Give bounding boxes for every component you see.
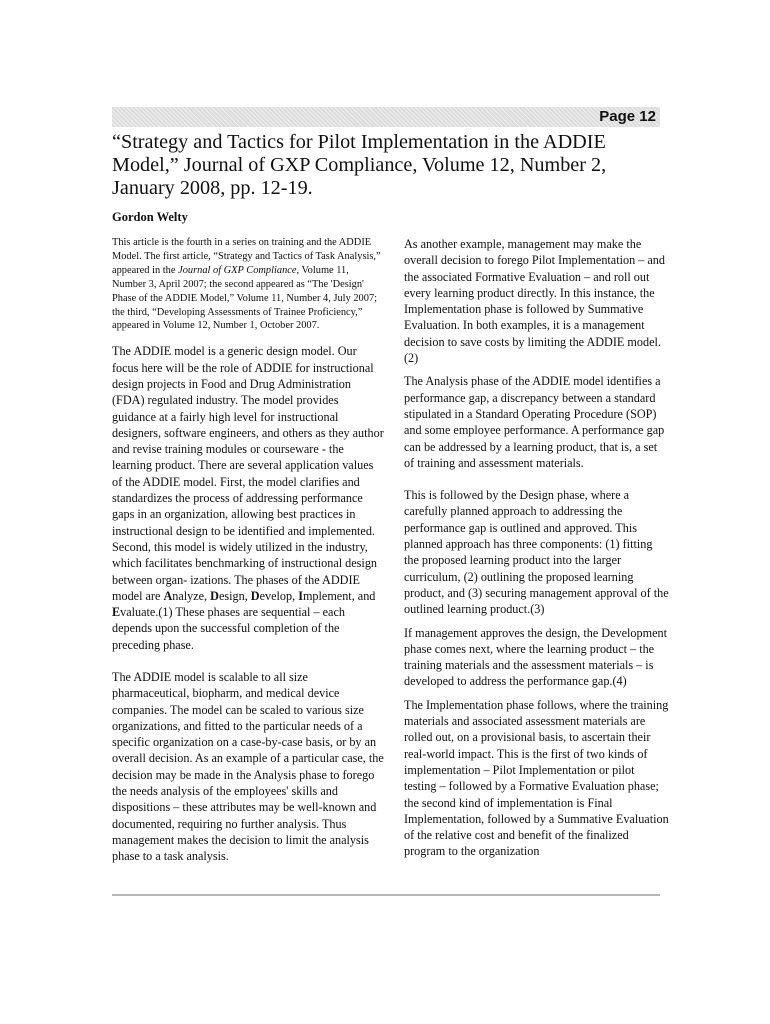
letter-d-2: D <box>250 588 260 603</box>
phase-develop-rest: evelop, <box>259 588 299 603</box>
development-phase-paragraph: If management approves the design, the Development phase comes next, where the learning product – the training materials and the assessment materials – is developed to address the performance gap.(4) <box>404 625 667 689</box>
letter-i: I <box>298 588 303 603</box>
intro-text-part-1: This article is the fourth in a series on training and the ADDIE Model. The first article, “Strategy and Tactics of Task Analysis,” appeared in the <box>112 237 381 276</box>
scalability-paragraph: The ADDIE model is scalable to all size pharmaceutical, biopharm, and medical device companies. The model can be scaled to various size organizations, and fitted to the particular needs of a specific organization on a case-by-case basis, or by an overall decision. As an example of a particular case, the decision may be made in the Analysis phase to forego the needs analysis of the employees' skills and dispositions – these attributes may be well-known and documented, requiring no further analysis. Thus management makes the decision to limit the analysis phase to a task analysis. <box>112 669 384 864</box>
article-citation-title: “Strategy and Tactics for Pilot Implementation in the ADDIE Model,” Journal of GXP Compliance, Volume 12, Number 2, January 2008, pp. 12-19. <box>112 131 607 199</box>
footer-divider <box>112 894 660 896</box>
overview-text: The ADDIE model is a generic design model. Our focus here will be the role of ADDIE for instructional design projects in Food and Drug Administration (FDA) regulated industry. The model provides guidance at a fairly high level for instructional designers, software engineers, and others as they author and revise training modules or courseware - the learning product. There are several application values of the ADDIE model. First, the model clarifies and standardizes the process of addressing performance gaps in an organization, allowing best practices in instructional design to be identified and implemented. Second, this model is widely utilized in the industry, which facilitates benchmarking of instructional design between organ- izations. The phases of the ADDIE model are <box>112 344 384 603</box>
phase-evaluate-rest: valuate.(1) These phases are sequential – each depends upon the successful completion of the preceding phase. <box>112 605 345 652</box>
series-intro-paragraph <box>112 236 384 333</box>
letter-d: D <box>210 588 219 603</box>
right-column <box>404 236 670 860</box>
left-column <box>112 236 384 865</box>
page-header-bar <box>112 107 660 127</box>
addie-overview-paragraph <box>112 343 384 653</box>
author-name: Gordon Welty <box>112 210 188 224</box>
design-phase-paragraph: This is followed by the Design phase, where a carefully planned approach to addressing the performance gap is outlined and approved. This planned approach has three components: (1) fitting the proposed learning product into the larger curriculum, (2) outlining the proposed learning product, and (3) securing management approval of the outlined learning product.(3) <box>404 488 669 617</box>
letter-e: E <box>112 605 121 620</box>
letter-a: A <box>163 588 173 603</box>
phase-design-rest: esign, <box>218 588 251 603</box>
analysis-phase-paragraph: The Analysis phase of the ADDIE model identifies a performance gap, a discrepancy between a standard stipulated in a Standard Operating Procedure (SOP) and some employee performance. A performance gap can be addressed by a learning product, that is, a set of training and assessment materials. <box>404 374 665 470</box>
phase-implement-rest: mplement, and <box>302 588 376 603</box>
implementation-phase-paragraph: The Implementation phase follows, where the training materials and associated assessment materials are rolled out, on a provisional basis, to ascertain their real-world impact. This is the first of two kinds of implementation – Pilot Implementation or pilot testing – followed by a Formative Evaluation phase; the second kind of implementation is Final Implementation, followed by a Summative Evaluation of the relative cost and benefit of the finalized program to the organization <box>404 697 669 859</box>
intro-text-part-2: , Volume 11, Number 3, April 2007; the second appeared as “The 'Design' Phase of the ADDIE Model,” Volume 11, Number 4, July 2007; the third, “Developing Assessments of Trainee Proficiency,” appeared in Volume 12, Number 1, October 2007. <box>112 264 378 332</box>
journal-name: Journal of GXP Compliance <box>178 264 297 276</box>
pilot-forego-paragraph: As another example, management may make the overall decision to forego Pilot Implementation – and the associated Formative Evaluation – and roll out every learning product directly. In this instance, the Implementation phase is followed by Summative Evaluation. In both examples, it is a management decision to save costs by limiting the ADDIE model.(2) <box>404 237 665 366</box>
page-number: Page 12 <box>599 108 656 125</box>
phase-analyze-rest: nalyze, <box>172 588 211 603</box>
